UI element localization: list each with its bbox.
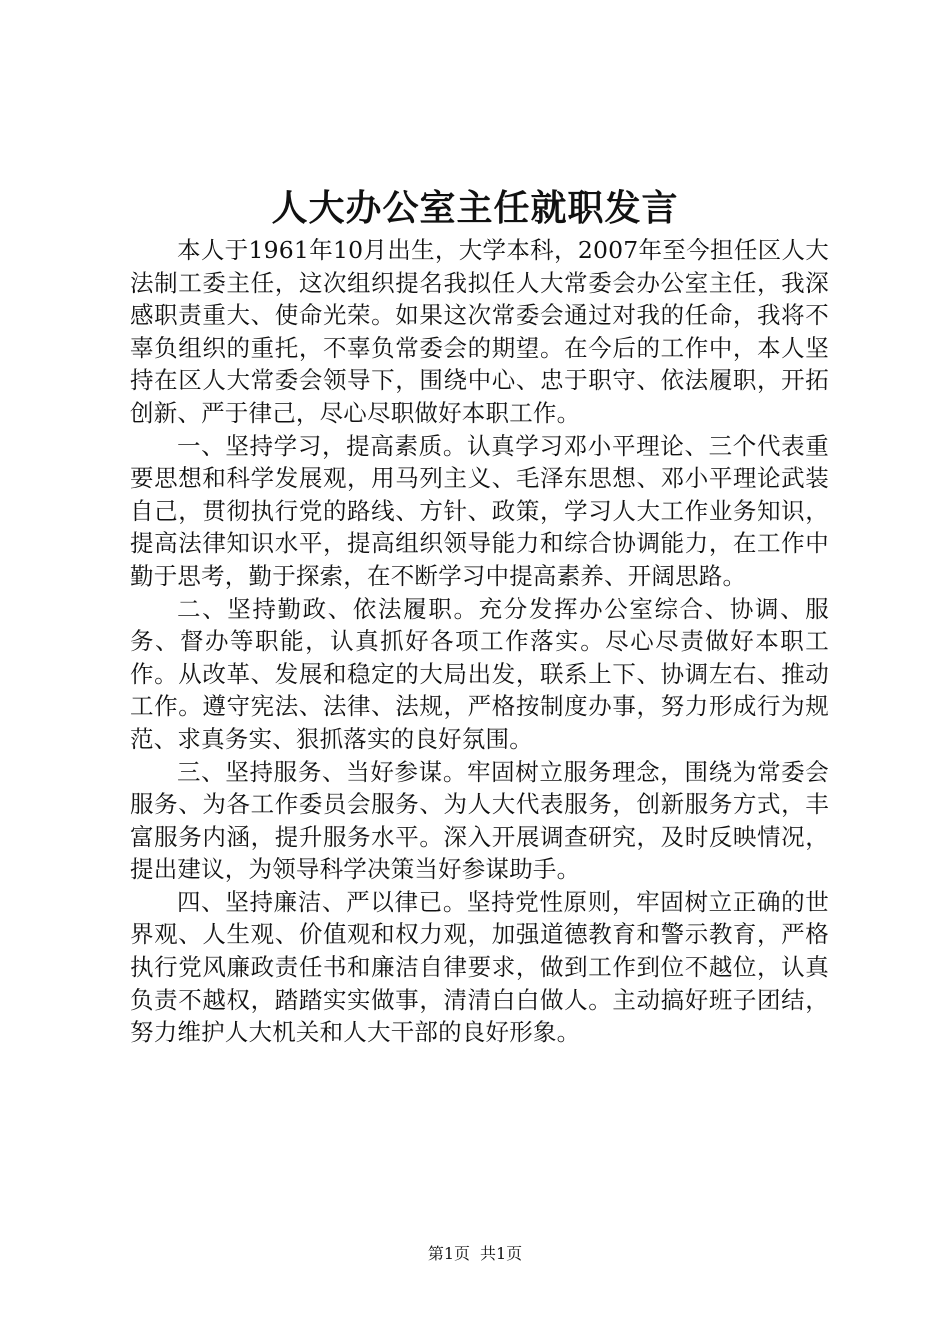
paragraph-section-2: 二、坚持勤政、依法履职。充分发挥办公室综合、协调、服务、督办等职能，认真抓好各项工作落实。尽心尽责做好本职工作。从改革、发展和稳定的大局出发，联系上下、协调左右、推动工作。遵守宪法、法律、法规，严格按制度办事，努力形成行为规范、求真务实、狠抓落实的良好氛围。 xyxy=(130,594,829,753)
paragraph-section-3: 三、坚持服务、当好参谋。牢固树立服务理念，围绕为常委会服务、为各工作委员会服务、为人大代表服务，创新服务方式，丰富服务内涵，提升服务水平。深入开展调查研究，及时反映情况，提出建议，为领导科学决策当好参谋助手。 xyxy=(130,757,829,884)
document-title: 人大办公室主任就职发言 xyxy=(271,187,679,229)
paragraph-section-1: 一、坚持学习，提高素质。认真学习邓小平理论、三个代表重要思想和科学发展观，用马列主义、毛泽东思想、邓小平理论武装自己，贯彻执行党的路线、方针、政策，学习人大工作业务知识，提高法律知识水平，提高组织领导能力和综合协调能力，在工作中勤于思考，勤于探索，在不断学习中提高素养、开阔思路。 xyxy=(130,431,829,590)
paragraph-intro: 本人于1961年10月出生，大学本科，2007年至今担任区人大法制工委主任，这次组织提名我拟任人大常委会办公室主任，我深感职责重大、使命光荣。如果这次常委会通过对我的任命，我将不辜负组织的重托，不辜负常委会的期望。在今后的工作中，本人坚持在区人大常委会领导下，围绕中心、忠于职守、依法履职，开拓创新、严于律己，尽心尽职做好本职工作。 xyxy=(130,236,829,427)
page-footer xyxy=(0,1242,950,1266)
document-body xyxy=(130,234,829,1049)
paragraph-section-4: 四、坚持廉洁、严以律已。坚持党性原则，牢固树立正确的世界观、人生观、价值观和权力观，加强道德教育和警示教育，严格执行党风廉政责任书和廉洁自律要求，做到工作到位不越位，认真负责不越权，踏踏实实做事，清清白白做人。主动搞好班子团结，努力维护人大机关和人大干部的良好形象。 xyxy=(130,887,829,1047)
page-number: 第1页 xyxy=(427,1244,470,1263)
page-total: 共1页 xyxy=(480,1244,523,1263)
